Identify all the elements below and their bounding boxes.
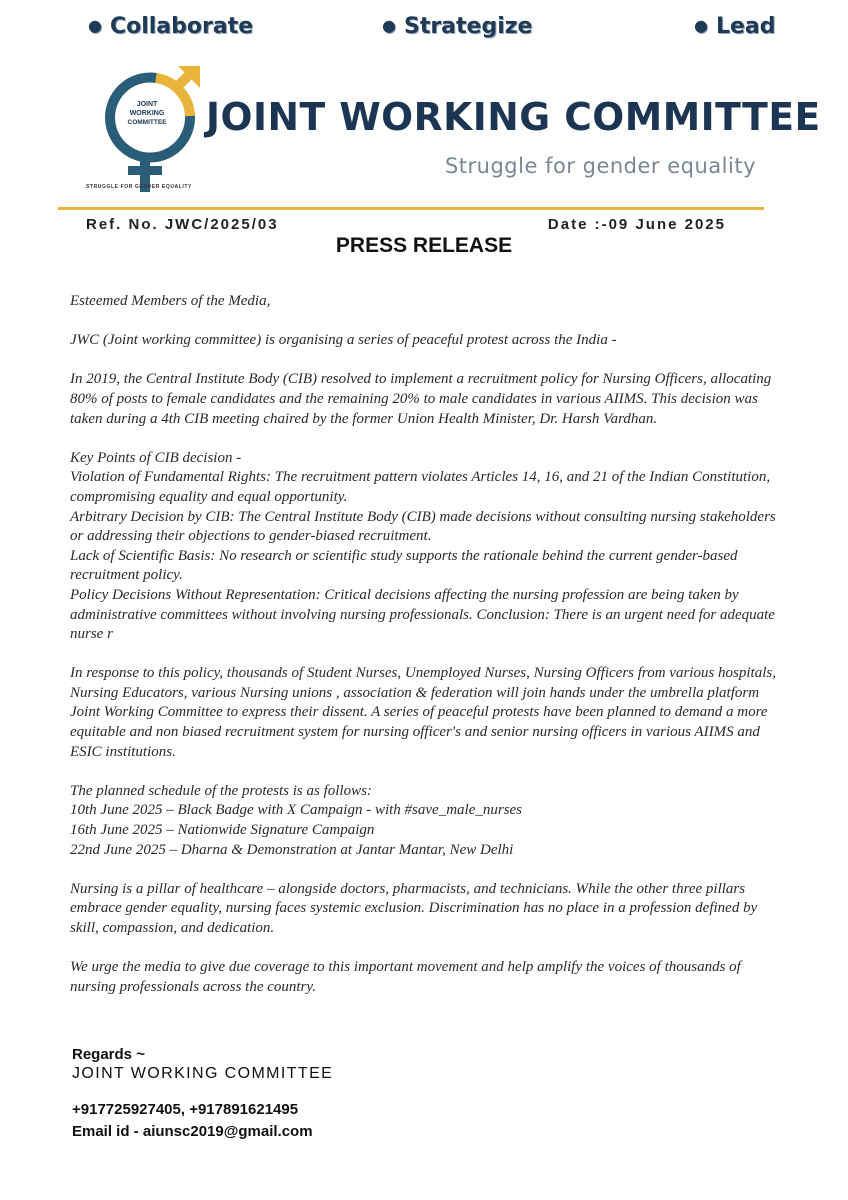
salutation: Esteemed Members of the Media,	[70, 293, 271, 309]
logo-text-line: JOINT	[136, 101, 158, 108]
slogan: Struggle for gender equality	[444, 154, 756, 178]
intro-paragraph: JWC (Joint working committee) is organising a series of peaceful protest across the India -	[70, 332, 617, 349]
schedule-heading: The planned schedule of the protests is as follows:	[70, 782, 372, 799]
tagline-collaborate: ● Collaborate	[88, 14, 254, 39]
background-paragraph: In 2019, the Central Institute Body (CIB) resolved to implement a recruitment policy for Nursing Officers, allocating 80% of posts to female candidates and the remaining 20% to male candidates in various AIIMS. This decision was taken during a 4th CIB meeting chaired by the former Union Health Minister, Dr. Harsh Vardhan.	[70, 371, 772, 427]
signature-organization: JOINT WORKING COMMITTEE	[72, 1065, 334, 1082]
tagline-strategize: ● Strategize	[382, 14, 533, 39]
schedule-item: 10th June 2025 – Black Badge with X Campaign - with #save_male_nurses	[70, 802, 523, 819]
logo-subtext: STRUGGLE FOR GENDER EQUALITY	[86, 184, 192, 190]
regards: Regards ~	[72, 1046, 145, 1063]
press-release-body	[70, 292, 782, 1017]
bullet-icon: ●	[88, 16, 102, 35]
key-points-section	[70, 449, 782, 645]
key-points-heading: Key Points of CIB decision -	[70, 449, 242, 466]
document-title: PRESS RELEASE	[335, 234, 513, 257]
pillar-paragraph: Nursing is a pillar of healthcare – alongside doctors, pharmacists, and technicians. While the other three pillars embrace gender equality, nursing faces systemic exclusion. Discrimination has no place in a profession defined by skill, compassion, and dedication.	[70, 880, 758, 936]
contact-phones: +917725927405, +917891621495	[72, 1101, 299, 1118]
logo-text-line: COMMITTEE	[127, 119, 167, 126]
logo-text-line: WORKING	[129, 110, 165, 117]
gender-symbol-logo-icon	[98, 64, 208, 194]
contact-email: Email id - aiunsc2019@gmail.com	[72, 1123, 313, 1140]
release-date: Date :-09 June 2025	[547, 216, 726, 233]
schedule-section	[70, 782, 782, 860]
response-paragraph: In response to this policy, thousands of Student Nurses, Unemployed Nurses, Nursing Officers from various hospitals, Nursing Educators, various Nursing unions , association & federation will join hands under the umbrella platform Joint Working Committee to express their dissent. A series of peaceful protests have been planned to demand a more equitable and non biased recruitment system for nursing officer's and senior nursing officers in various AIIMS and ESIC institutions.	[70, 665, 776, 760]
tagline-lead: ● Lead	[694, 14, 776, 39]
bullet-icon: ●	[694, 16, 708, 35]
organization-name: JOINT WORKING COMMITTEE	[206, 95, 821, 139]
schedule-item: 16th June 2025 – Nationwide Signature Campaign	[70, 822, 375, 839]
key-point: Policy Decisions Without Representation: Critical decisions affecting the nursing profession are being taken by administrative committees without involving nursing professionals. Conclusion: There is an urgent need for adequate nurse r	[70, 586, 775, 643]
reference-number: Ref. No. JWC/2025/03	[86, 216, 279, 233]
schedule-item: 22nd June 2025 – Dharna & Demonstration at Jantar Mantar, New Delhi	[70, 841, 514, 858]
key-point: Arbitrary Decision by CIB: The Central Institute Body (CIB) made decisions without consulting nursing stakeholders or addressing their objections to gender-biased recruitment.	[70, 508, 776, 545]
key-point: Violation of Fundamental Rights: The recruitment pattern violates Articles 14, 16, and 21 of the Indian Constitution, compromising equality and equal opportunity.	[70, 469, 771, 505]
urge-paragraph: We urge the media to give due coverage to this important movement and help amplify the voices of thousands of nursing professionals across the country.	[70, 959, 741, 995]
key-point: Lack of Scientific Basis: No research or scientific study supports the rationale behind the current gender-based recruitment policy.	[70, 547, 738, 584]
bullet-icon: ●	[382, 16, 396, 35]
header-divider	[58, 207, 764, 210]
